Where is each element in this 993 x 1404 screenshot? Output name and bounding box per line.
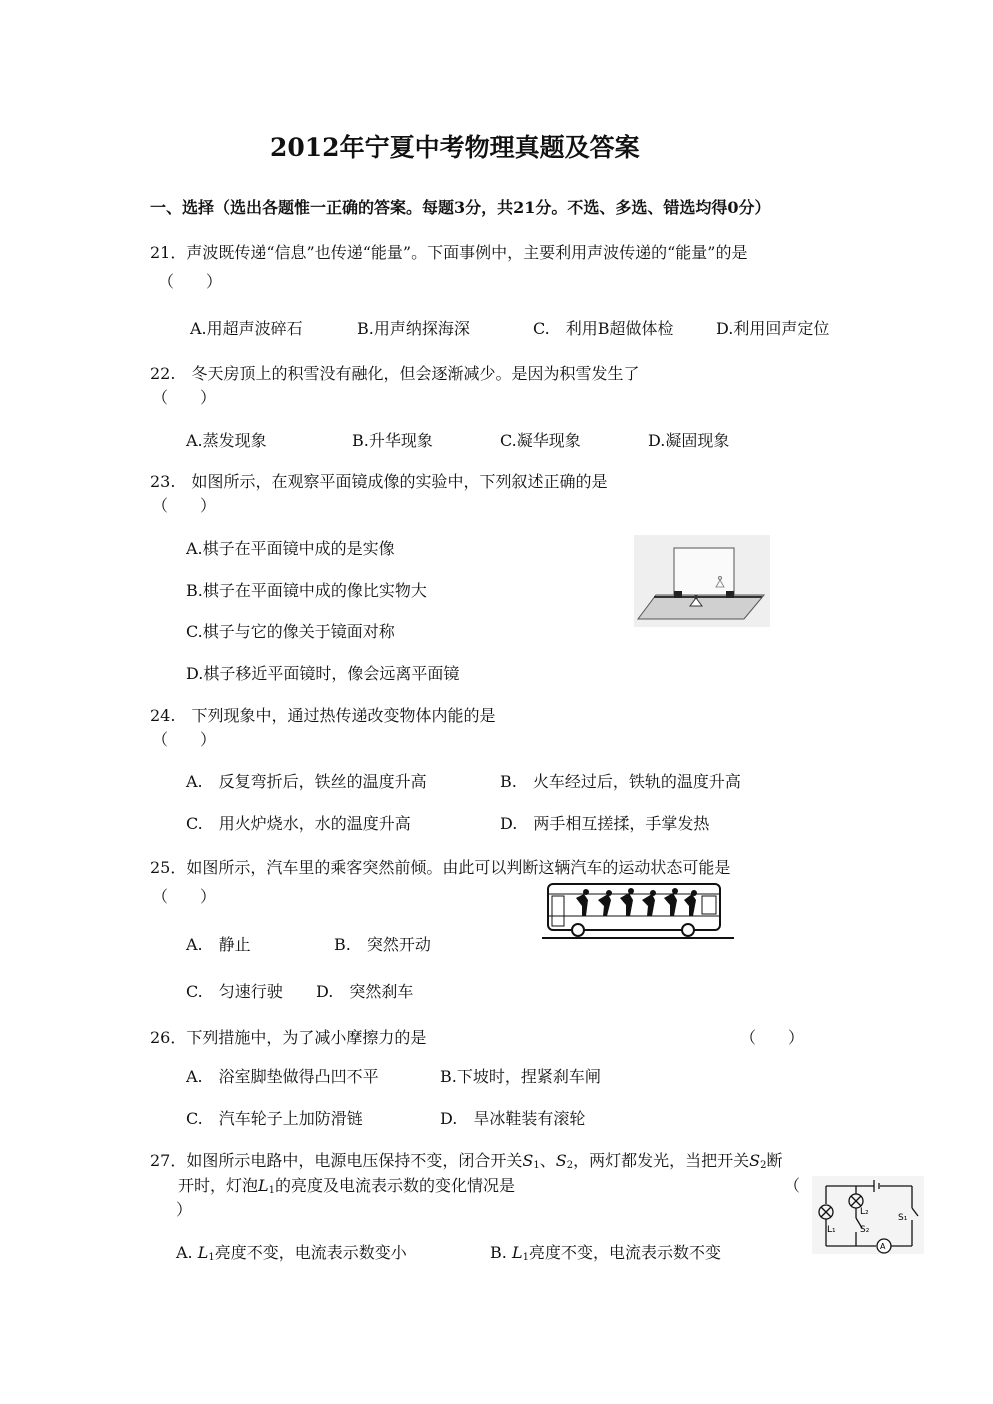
- option-text: 亮度不变，电流表示数不变: [528, 1243, 721, 1262]
- switch-s2-sub: 2: [760, 1160, 767, 1171]
- q27-option-a: [176, 1243, 407, 1268]
- q22-option-d: D.凝固现象: [648, 431, 730, 450]
- q21-option-c: C. 利用B超做体检: [533, 319, 674, 338]
- q26-option-d: D. 旱冰鞋装有滚轮: [440, 1109, 586, 1128]
- switch-s2-sub: 2: [566, 1160, 574, 1171]
- bulb-l1-sub: 1: [208, 1252, 215, 1263]
- circuit-diagram-figure: [812, 1176, 924, 1254]
- q24-paren: （ ）: [152, 730, 217, 749]
- option-letter: B.: [490, 1243, 507, 1262]
- bulb-l1-sub: 1: [268, 1185, 276, 1196]
- q27-stem-line2: [178, 1176, 515, 1201]
- q23-stem: 23. 如图所示，在观察平面镜成像的实验中，下列叙述正确的是: [150, 472, 608, 491]
- bulb-l2-figure-label: L₂: [860, 1207, 869, 1217]
- option-text: 亮度不变，电流表示数变小: [214, 1243, 407, 1262]
- bulb-l1-label: L: [197, 1243, 209, 1262]
- q27-text: 的亮度及电流表示数的变化情况是: [275, 1176, 516, 1195]
- q26-stem: 26．下列措施中，为了减小摩擦力的是: [150, 1028, 427, 1047]
- q22-option-a: A.蒸发现象: [186, 431, 267, 450]
- bus-passengers-figure: [542, 878, 734, 943]
- q24-option-b: B. 火车经过后，铁轨的温度升高: [500, 772, 741, 791]
- q22-option-b: B.升华现象: [352, 431, 433, 450]
- q24-option-c: C. 用火炉烧水，水的温度升高: [186, 814, 411, 833]
- q25-option-d: D. 突然刹车: [316, 982, 414, 1001]
- q27-option-b: [490, 1243, 721, 1268]
- q26-paren: （ ）: [740, 1028, 805, 1047]
- q27-paren-open: （: [784, 1176, 801, 1195]
- q27-stem-line1: [150, 1151, 782, 1176]
- q21-option-a: A.用超声波碎石: [190, 319, 303, 338]
- page-title: 2012年宁夏中考物理真题及答案: [270, 133, 640, 162]
- q22-option-c: C.凝华现象: [500, 431, 581, 450]
- q27-paren-close: ）: [176, 1200, 193, 1219]
- q25-option-c: C. 匀速行驶: [186, 982, 283, 1001]
- q25-option-a: A. 静止: [186, 935, 251, 954]
- mirror-experiment-figure: [634, 535, 770, 627]
- switch-s1-sub: 1: [533, 1160, 540, 1171]
- switch-s2-label: S: [555, 1151, 567, 1170]
- q26-option-b: B.下坡时，捏紧刹车闸: [440, 1067, 601, 1086]
- bulb-l1-label: L: [511, 1243, 523, 1262]
- q24-option-d: D. 两手相互搓揉，手掌发热: [500, 814, 710, 833]
- q21-stem: 21．声波既传递“信息”也传递“能量”。下面事例中，主要利用声波传递的“能量”的是: [150, 243, 748, 262]
- q22-paren: （ ）: [152, 388, 217, 407]
- switch-s2-label: S: [749, 1151, 761, 1170]
- q24-option-a: A. 反复弯折后，铁丝的温度升高: [186, 772, 427, 791]
- q22-stem: 22. 冬天房顶上的积雪没有融化，但会逐渐减少。是因为积雪发生了: [150, 364, 640, 383]
- q25-stem: 25．如图所示，汽车里的乘客突然前倾。由此可以判断这辆汽车的运动状态可能是: [150, 858, 731, 877]
- section-heading: 一、选择（选出各题惟一正确的答案。每题3分，共21分。不选、多选、错选均得0分）: [150, 198, 771, 217]
- q24-stem: 24. 下列现象中，通过热传递改变物体内能的是: [150, 706, 496, 725]
- q23-option-b: B.棋子在平面镜中成的像比实物大: [186, 581, 427, 600]
- q21-paren: （ ）: [158, 272, 223, 291]
- switch-s2-figure-label: S₂: [860, 1225, 870, 1235]
- q27-text: 断: [766, 1151, 783, 1170]
- bulb-l1-figure-label: L₁: [827, 1225, 836, 1235]
- q27-sep: 、: [539, 1151, 556, 1170]
- q27-text: ，两灯都发光，当把开关: [573, 1151, 750, 1170]
- q27-text: 27．如图所示电路中，电源电压保持不变，闭合开关: [150, 1151, 523, 1170]
- switch-s1-label: S: [522, 1151, 534, 1170]
- q23-option-a: A.棋子在平面镜中成的是实像: [186, 539, 395, 558]
- switch-s1-figure-label: S₁: [898, 1213, 908, 1223]
- q21-option-d: D.利用回声定位: [716, 319, 830, 338]
- bulb-l1-sub: 1: [522, 1252, 529, 1263]
- ammeter-label: A: [880, 1242, 886, 1251]
- q25-option-b: B. 突然开动: [334, 935, 431, 954]
- q26-option-c: C. 汽车轮子上加防滑链: [186, 1109, 363, 1128]
- option-letter: A.: [176, 1243, 193, 1262]
- q21-option-b: B.用声纳探海深: [357, 319, 470, 338]
- q26-option-a: A. 浴室脚垫做得凸凹不平: [186, 1067, 379, 1086]
- q23-option-c: C.棋子与它的像关于镜面对称: [186, 622, 395, 641]
- q25-paren: （ ）: [152, 887, 217, 906]
- q23-paren: （ ）: [152, 496, 217, 515]
- q27-text: 开时，灯泡: [178, 1176, 259, 1195]
- q23-option-d: D.棋子移近平面镜时，像会远离平面镜: [186, 664, 460, 683]
- bulb-l1-label: L: [258, 1176, 269, 1195]
